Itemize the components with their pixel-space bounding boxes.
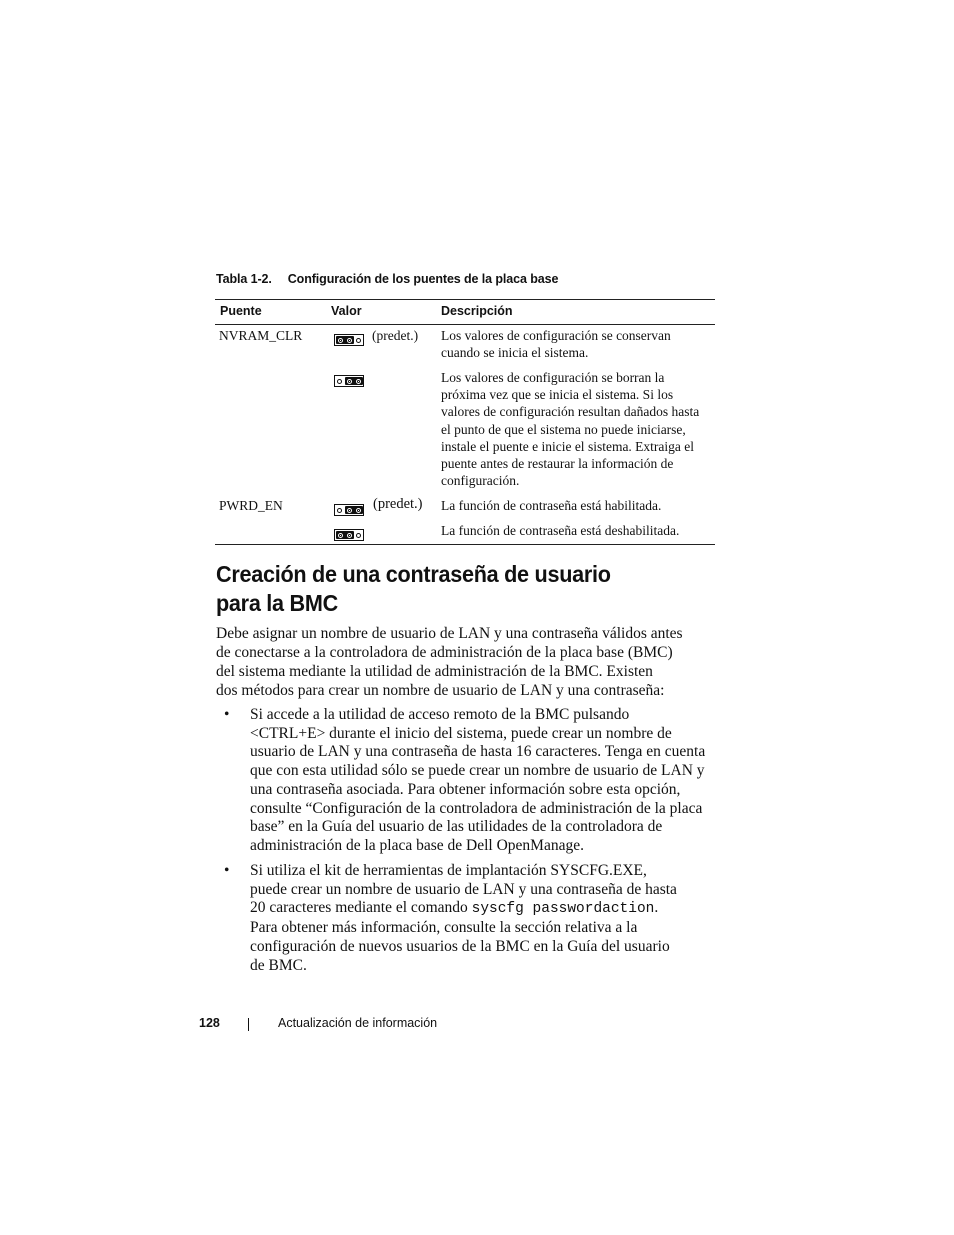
header-puente: Puente (220, 304, 262, 318)
bullet-symbol: • (224, 706, 230, 723)
bullet-line: Para obtener más información, consulte la sección relativa a la (250, 919, 638, 937)
desc-line: configuración. (441, 473, 520, 489)
bullet-text: . (654, 899, 659, 917)
bullet-item-bmc-utility (250, 706, 715, 856)
bullet-item-syscfg (250, 862, 715, 975)
bullet-line: de BMC. (250, 956, 307, 974)
intro-paragraph (216, 624, 696, 700)
cell-descripcion (441, 497, 715, 514)
bullet-line: administración de la placa base de Dell OpenManage. (250, 836, 584, 854)
cell-valor-predet: (predet.) (373, 496, 423, 512)
desc-line: próxima vez que se inicia el sistema. Si los (441, 387, 674, 403)
desc-line: valores de configuración resultan dañados hasta (441, 404, 700, 420)
table-caption (216, 272, 558, 286)
paragraph-line: del sistema mediante la utilidad de administración de la BMC. Existen (216, 663, 653, 680)
table-caption-number: Tabla 1-2. (216, 272, 272, 286)
paragraph-line: dos métodos para crear un nombre de usuario de LAN y una contraseña: (216, 682, 665, 699)
bullet-line: que con esta utilidad sólo se puede crear un nombre de usuario de LAN y (250, 762, 705, 780)
header-valor: Valor (331, 304, 362, 318)
bullet-line: puede crear un nombre de usuario de LAN y una contraseña de hasta (250, 880, 677, 898)
cell-descripcion (441, 327, 715, 361)
cell-puente-pwrd: PWRD_EN (219, 498, 283, 513)
table-bottom-rule (215, 544, 715, 545)
heading-line: para la BMC (216, 590, 338, 616)
table-top-rule (215, 299, 715, 300)
section-heading (216, 560, 611, 618)
desc-line: cuando se inicia el sistema. (441, 345, 589, 361)
bullet-line: una contraseña asociada. Para obtener información sobre esta opción, (250, 780, 681, 798)
footer-title: Actualización de información (278, 1016, 438, 1030)
header-descripcion: Descripción (441, 304, 513, 318)
bullet-line (250, 899, 715, 919)
desc-line: el punto de que el sistema no puede iniciarse, (441, 421, 686, 437)
cell-valor-predet: (predet.) (372, 328, 419, 343)
table-caption-title: Configuración de los puentes de la placa base (287, 272, 559, 286)
bullet-line: consulte “Configuración de la controladora de administración de la placa (250, 799, 703, 817)
desc-line: La función de contraseña está deshabilitada. (441, 523, 680, 538)
cell-descripcion (441, 369, 715, 489)
jumper-pins-1-2-icon (334, 334, 364, 346)
bullet-line: configuración de nuevos usuarios de la BMC en la Guía del usuario (250, 937, 670, 955)
desc-line: instale el puente e inicie el sistema. Extraiga el (441, 438, 695, 454)
paragraph-line: de conectarse a la controladora de administración de la placa base (BMC) (216, 644, 673, 661)
bullet-line: usuario de LAN y una contraseña de hasta 16 caracteres. Tenga en cuenta (250, 743, 706, 761)
jumper-pins-2-3-icon (334, 504, 364, 516)
bullet-line: Si utiliza el kit de herramientas de implantación SYSCFG.EXE, (250, 862, 647, 879)
bullet-symbol: • (224, 862, 230, 879)
desc-line: Los valores de configuración se conservan (441, 328, 671, 343)
jumper-pins-2-3-icon (334, 375, 364, 387)
desc-line: Los valores de configuración se borran la (441, 370, 665, 385)
cell-puente-nvram: NVRAM_CLR (219, 328, 303, 343)
desc-line: La función de contraseña está habilitada. (441, 498, 662, 513)
bullet-line: Si accede a la utilidad de acceso remoto de la BMC pulsando (250, 706, 630, 723)
command-code: syscfg passwordaction (471, 901, 655, 918)
footer-separator (248, 1018, 249, 1031)
bullet-line: <CTRL+E> durante el inicio del sistema, puede crear un nombre de (250, 724, 672, 742)
table-header-rule (215, 324, 715, 325)
page-number: 128 (199, 1016, 220, 1030)
jumper-pins-1-2-icon (334, 529, 364, 541)
cell-descripcion (441, 522, 715, 539)
paragraph-line: Debe asignar un nombre de usuario de LAN y una contraseña válidos antes (216, 625, 683, 642)
heading-line: Creación de una contraseña de usuario (216, 561, 611, 587)
bullet-line: base” en la Guía del usuario de las utilidades de la controladora de (250, 818, 663, 836)
bullet-text: 20 caracteres mediante el comando (250, 899, 472, 917)
desc-line: puente antes de restaurar la información de (441, 456, 674, 472)
